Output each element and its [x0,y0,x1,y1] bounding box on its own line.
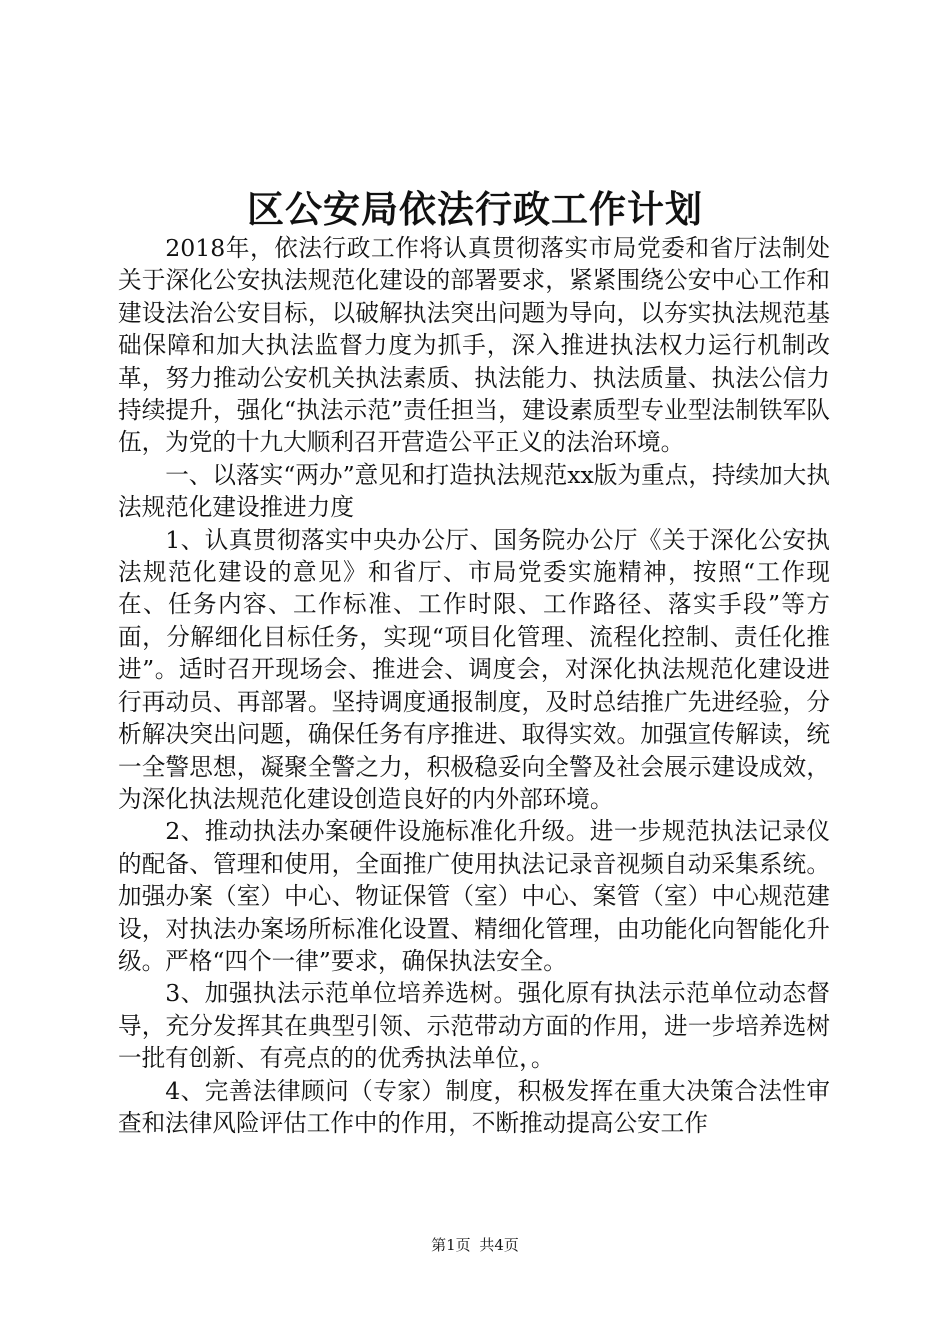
paragraph-item-4: 4、完善法律顾问（专家）制度，积极发挥在重大决策合法性审查和法律风险评估工作中的作用，不断推动提高公安工作 [118,1076,830,1137]
page-footer [0,1235,950,1255]
paragraph-item-1: 1、认真贯彻落实中央办公厅、国务院办公厅《关于深化公安执法规范化建设的意见》和省厅、市局党委实施精神，按照“工作现在、任务内容、工作标准、工作时限、工作路径、落实手段”等方面，分解细化目标任务，实现“项目化管理、流程化控制、责任化推进”。适时召开现场会、推进会、调度会，对深化执法规范化建设进行再动员、再部署。坚持调度通报制度，及时总结推广先进经验，分析解决突出问题，确保任务有序推进、取得实效。加强宣传解读，统一全警思想，凝聚全警之力，积极稳妥向全警及社会展示建设成效，为深化执法规范化建设创造良好的内外部环境。 [118,525,830,813]
paragraph-section-heading-1: 一、以落实“两办”意见和打造执法规范xx版为重点，持续加大执法规范化建设推进力度 [118,460,830,522]
page-total: 共4页 [479,1236,519,1254]
page-number: 第1页 [431,1236,471,1254]
paragraph-item-2: 2、推动执法办案硬件设施标准化升级。进一步规范执法记录仪的配备、管理和使用，全面推广使用执法记录音视频自动采集系统。加强办案（室）中心、物证保管（室）中心、案管（室）中心规范建设，对执法办案场所标准化设置、精细化管理，由功能化向智能化升级。严格“四个一律”要求，确保执法安全。 [118,817,830,975]
paragraph-item-3: 3、加强执法示范单位培养选树。强化原有执法示范单位动态督导，充分发挥其在典型引领、示范带动方面的作用，进一步培养选树一批有创新、有亮点的的优秀执法单位，。 [118,979,830,1073]
document-body [118,232,830,1139]
document-title: 区公安局依法行政工作计划 [247,187,703,231]
paragraph-intro: 2018年，依法行政工作将认真贯彻落实市局党委和省厅法制处关于深化公安执法规范化建设的部署要求，紧紧围绕公安中心工作和建设法治公安目标，以破解执法突出问题为导向，以夯实执法规范基础保障和加大执法监督力度为抓手，深入推进执法权力运行机制改革，努力推动公安机关执法素质、执法能力、执法质量、执法公信力持续提升，强化“执法示范”责任担当，建设素质型专业型法制铁军队伍，为党的十九大顺利召开营造公平正义的法治环境。 [118,234,830,457]
